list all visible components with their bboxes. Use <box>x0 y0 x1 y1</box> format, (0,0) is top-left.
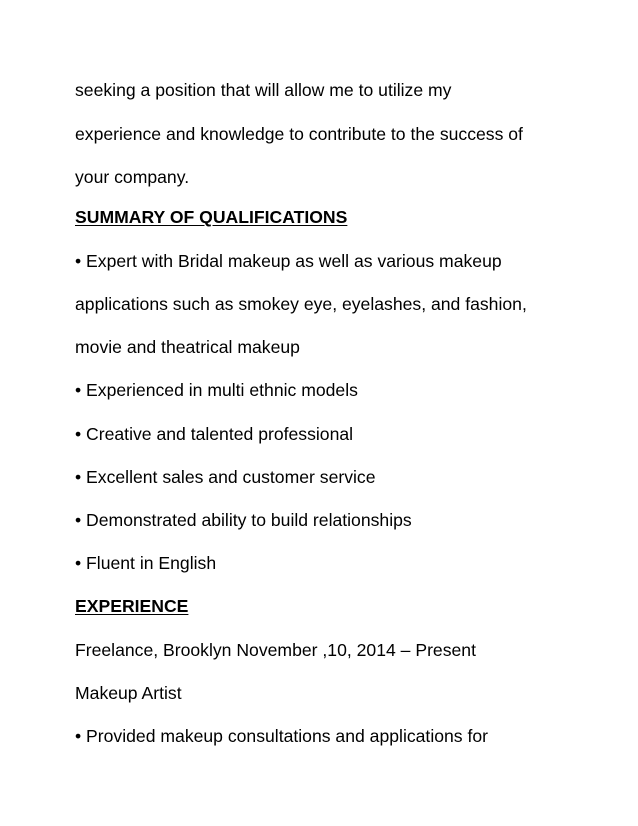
experience-line: Freelance, Brooklyn November ,10, 2014 – Present <box>75 640 476 660</box>
summary-line: • Creative and talented professional <box>75 424 354 444</box>
summary-line: • Excellent sales and customer service <box>75 467 376 487</box>
summary-line: • Fluent in English <box>75 553 217 573</box>
objective-line: seeking a position that will allow me to utilize my <box>75 80 452 100</box>
summary-line: movie and theatrical makeup <box>75 337 300 357</box>
objective-line: your company. <box>75 167 190 187</box>
objective-line: experience and knowledge to contribute to the success of <box>75 124 523 144</box>
experience-heading: EXPERIENCE <box>75 596 189 616</box>
experience-line: Makeup Artist <box>75 683 182 703</box>
summary-line: • Expert with Bridal makeup as well as various makeup <box>75 251 502 271</box>
summary-line: • Demonstrated ability to build relationships <box>75 510 412 530</box>
summary-line: applications such as smokey eye, eyelashes, and fashion, <box>75 294 527 314</box>
summary-line: • Experienced in multi ethnic models <box>75 380 358 400</box>
summary-heading: SUMMARY OF QUALIFICATIONS <box>75 207 348 227</box>
experience-line: • Provided makeup consultations and applications for <box>75 726 489 746</box>
